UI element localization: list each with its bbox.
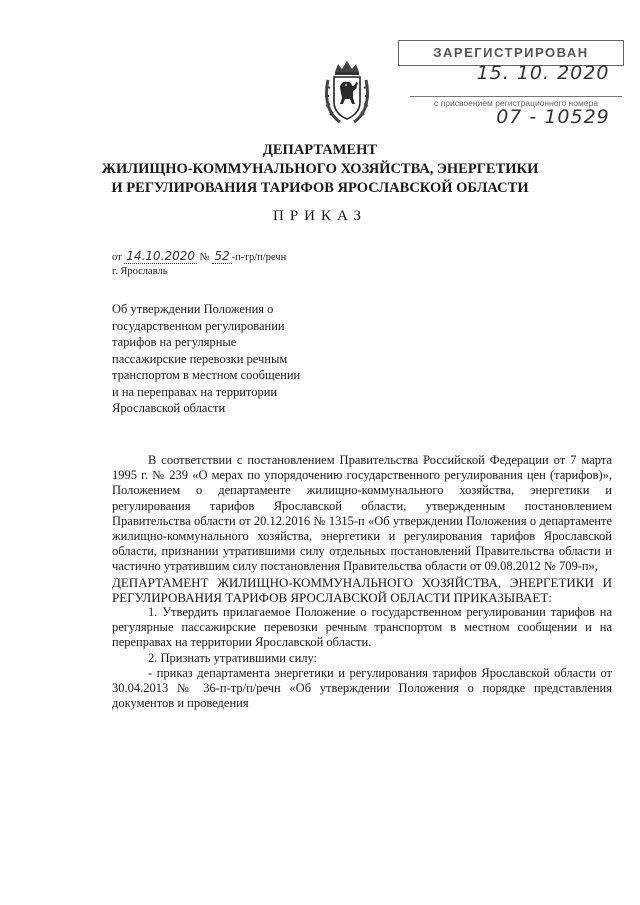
- item-1-paragraph: 1. Утвердить прилагаемое Положение о государственном регулировании тарифов на регулярные пассажирские перевозки речным транспортом в местном сообщении и на переправах на территории Ярославской области.: [112, 605, 612, 650]
- city: г. Ярославль: [112, 266, 168, 277]
- stamp-caption: с присвоением регистрационного номера: [410, 96, 622, 108]
- coat-of-arms-icon: [322, 58, 372, 128]
- order-date: 14.10.2020: [126, 249, 196, 263]
- subject-line: Ярославской области: [112, 401, 226, 415]
- order-date-number-line: [112, 249, 286, 265]
- subject-line: пассажирские перевозки речным: [112, 351, 288, 366]
- date-prefix: от: [112, 252, 122, 263]
- number-suffix: -п-тр/п/речн: [231, 252, 287, 263]
- stamp-date: 15. 10. 2020: [476, 62, 610, 84]
- orders-paragraph: ДЕПАРТАМЕНТ ЖИЛИЩНО-КОММУНАЛЬНОГО ХОЗЯЙСТВА, ЭНЕРГЕТИКИ И РЕГУЛИРОВАНИЯ ТАРИФОВ ЯРОСЛАВСКОЙ ОБЛАСТИ ПРИКАЗЫВАЕТ:: [112, 574, 612, 605]
- order-body: [112, 453, 612, 711]
- number-prefix: №: [199, 252, 210, 263]
- header-line-2: ЖИЛИЩНО-КОММУНАЛЬНОГО ХОЗЯЙСТВА, ЭНЕРГЕТИКИ: [101, 161, 539, 177]
- subject-line: транспортом в местном сообщении: [112, 368, 301, 382]
- subject-line: государственном регулировании: [112, 318, 285, 333]
- order-title: ПРИКАЗ: [273, 208, 367, 224]
- registration-stamp: [398, 40, 624, 138]
- order-subject: [112, 301, 362, 417]
- header-line-3: И РЕГУЛИРОВАНИЯ ТАРИФОВ ЯРОСЛАВСКОЙ ОБЛАСТИ: [111, 180, 529, 196]
- header-line-1: ДЕПАРТАМЕНТ: [262, 142, 378, 158]
- subject-line: Об утверждении Положения о: [112, 302, 274, 316]
- subject-line: тарифов на регулярные: [112, 335, 237, 349]
- department-header: [0, 141, 640, 198]
- order-meta: [112, 249, 286, 279]
- item-2-paragraph: 2. Признать утратившими силу:: [148, 650, 318, 665]
- stamp-title: ЗАРЕГИСТРИРОВАН: [398, 40, 624, 66]
- preamble-paragraph: В соответствии с постановлением Правительства Российской Федерации от 7 марта 1995 г. № 239 «О мерах по упорядочению государственного регулирования цен (тарифов)», Положением о департаменте жилищно-коммунального хозяйства, энергетики и регулирования тарифов Ярославской области, утвержденным постановлением Правительства области от 20.12.2016 № 1315-п «Об утверждении Положения о департаменте жилищно-коммунального хозяйства, энергетики и регулирования тарифов Ярославской области, признании утратившими силу отдельных постановлений Правительства области и частично утратившим силу постановления Правительства области от 09.08.2012 № 709-п»,: [112, 453, 612, 574]
- order-number: 52: [214, 249, 230, 263]
- item-2-sub-paragraph: - приказ департамента энергетики и регулирования тарифов Ярославской области от 30.04.2013 № 36-п-тр/п/речн «Об утверждении Положения о порядке представления документов и проведения: [112, 665, 612, 711]
- subject-line: и на переправах на территории: [112, 384, 278, 399]
- stamp-number: 07 - 10529: [496, 106, 610, 128]
